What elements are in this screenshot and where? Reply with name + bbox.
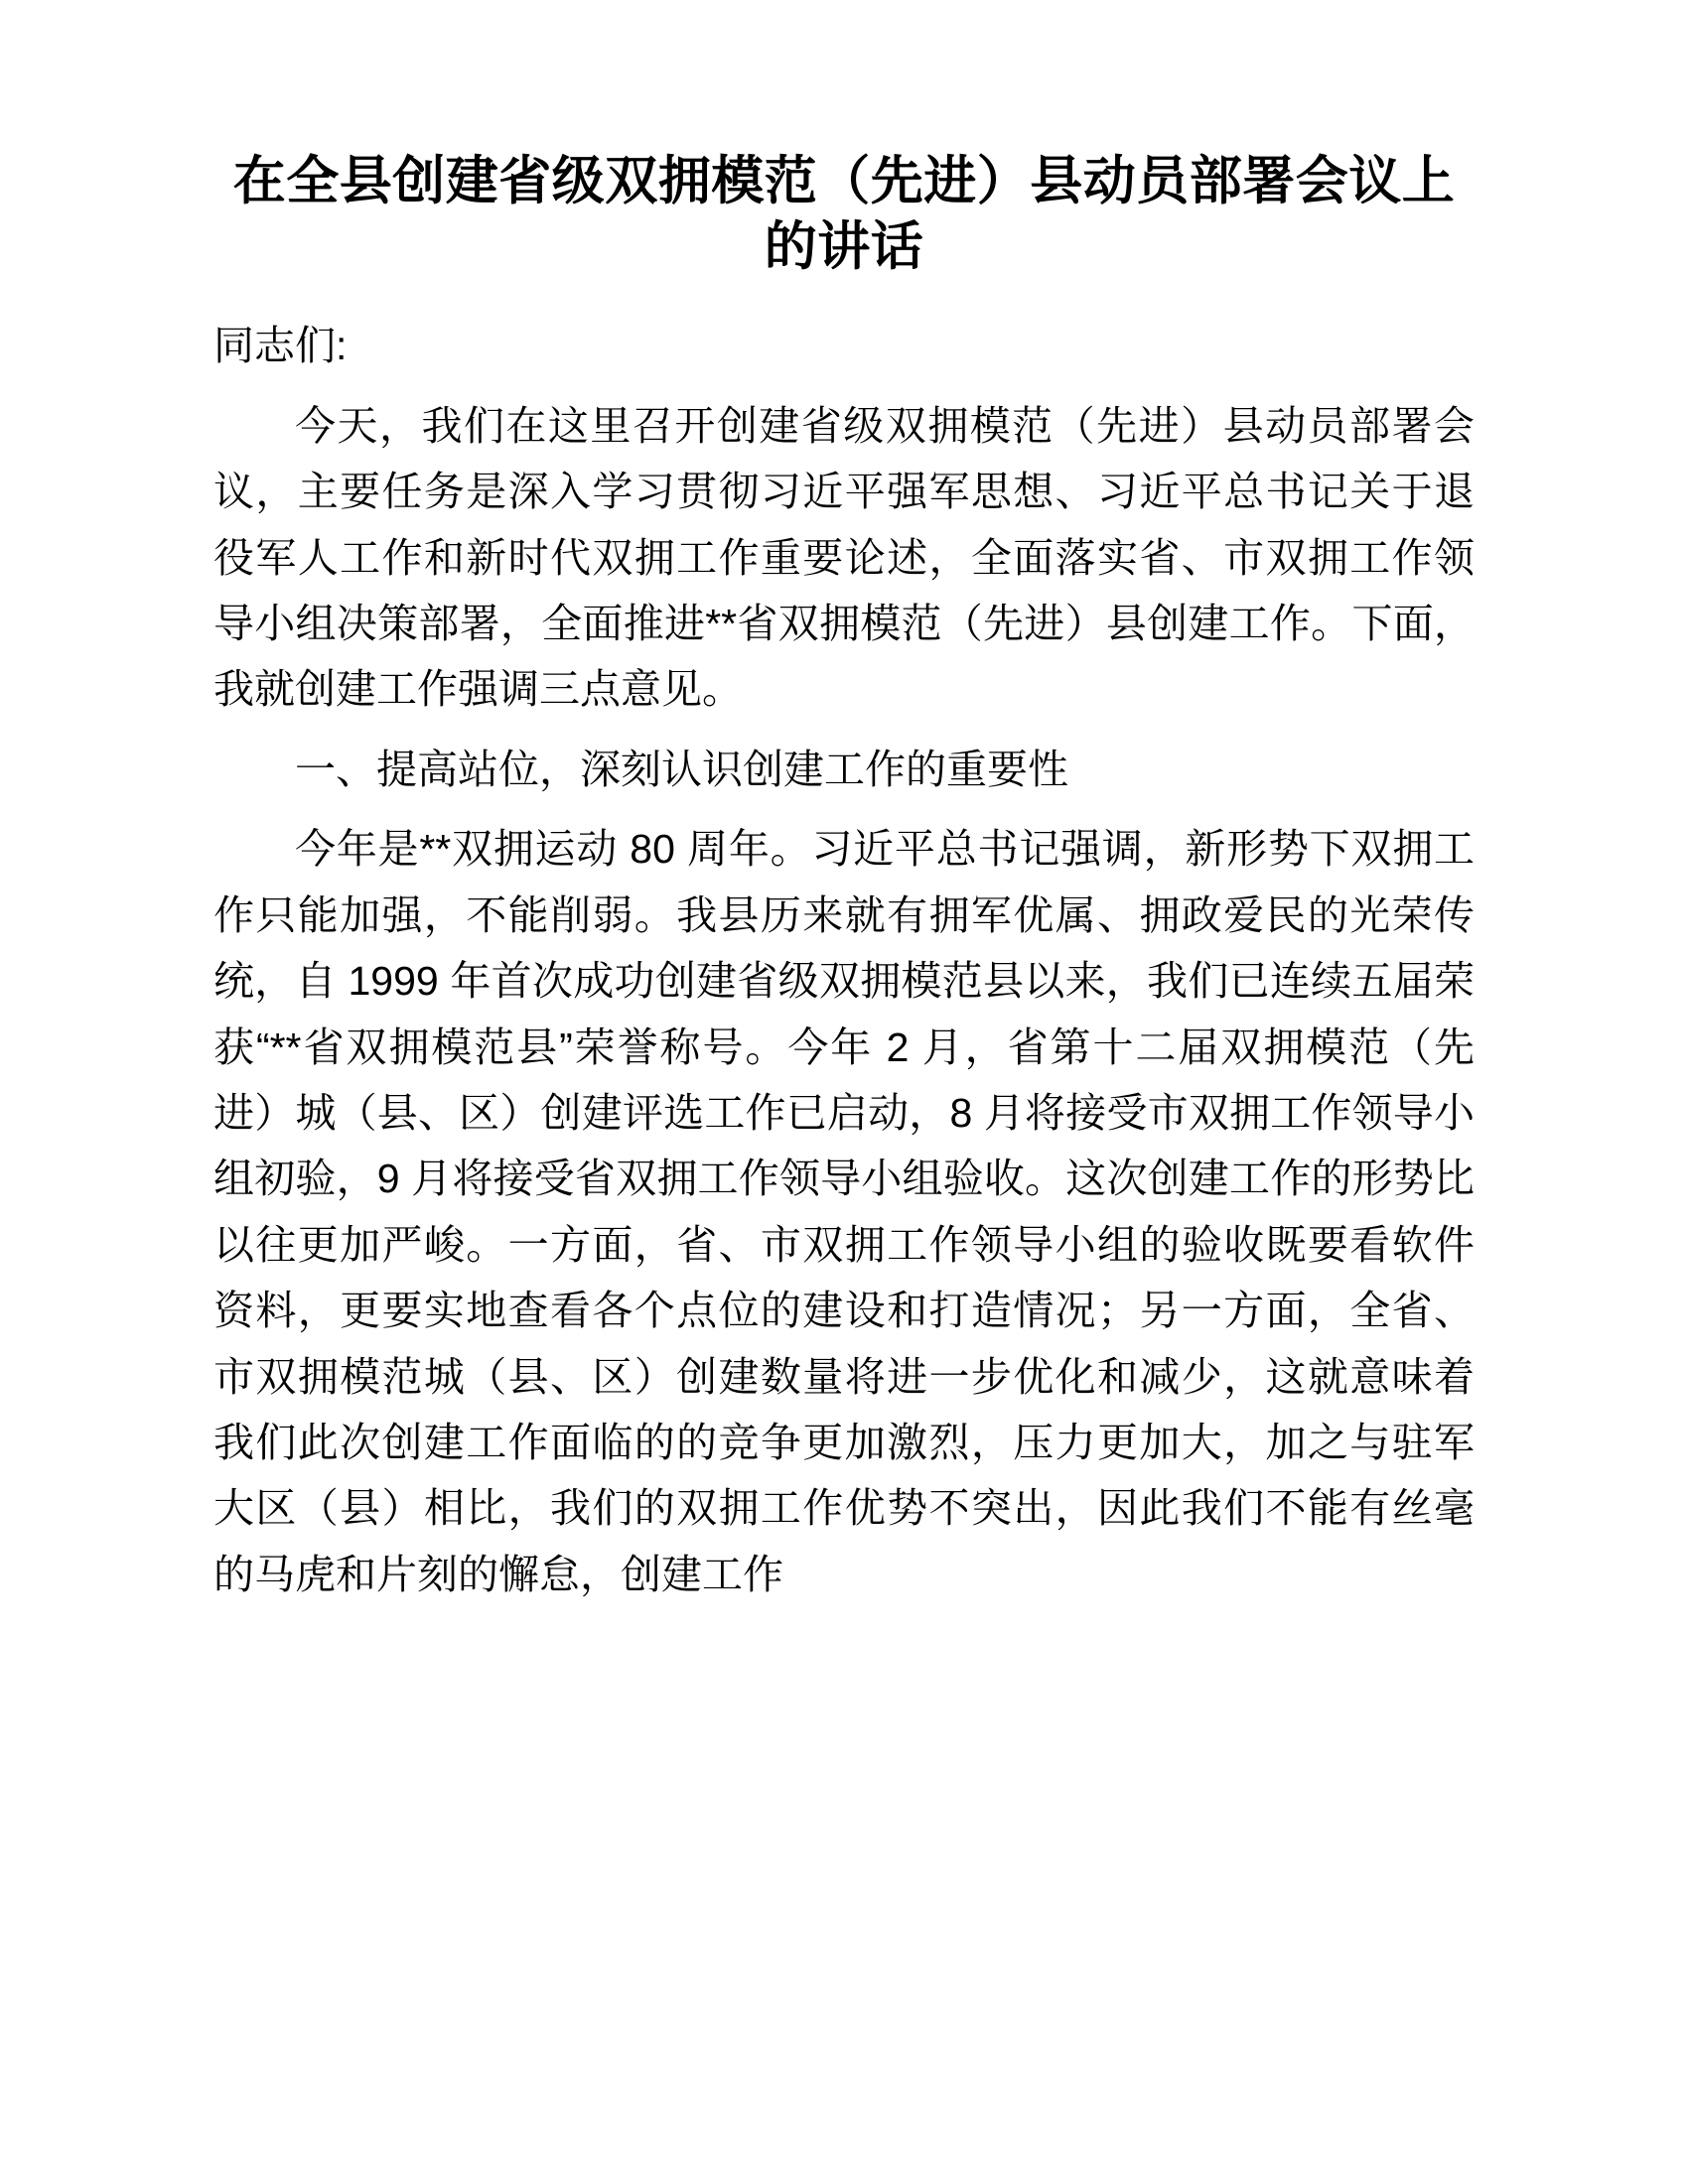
section-heading-one: 一、提高站位，深刻认识创建工作的重要性: [295, 746, 1068, 792]
salutation: 同志们:: [213, 323, 348, 369]
paragraph-intro: 今天，我们在这里召开创建省级双拥模范（先进）县动员部署会议，主要任务是深入学习贯彻习近平强军思想、习近平总书记关于退役军人工作和新时代双拥工作重要论述，全面落实省、市双拥工作领导小组决策部署，全面推进**省双拥模范（先进）县创建工作。下面，我就创建工作强调三点意见。: [213, 402, 1475, 713]
document-title: 在全县创建省级双拥模范（先进）县动员部署会议上的讲话: [232, 152, 1456, 276]
paragraph-section-one-body: 今年是**双拥运动 80 周年。习近平总书记强调，新形势下双拥工作只能加强，不能削弱。我县历来就有拥军优属、拥政爱民的光荣传统，自 1999 年首次成功创建省级双拥模范县以来，我们已连续五届荣获“**省双拥模范县”荣誉称号。今年 2 月，省第十二届双拥模范（先进）城（县、区）创建评选工作已启动，8 月将接受市双拥工作领导小组初验，9 月将接受省双拥工作领导小组验收。这次创建工作的形势比以往更加严峻。一方面，省、市双拥工作领导小组的验收既要看软件资料，更要实地查看各个点位的建设和打造情况；另一方面，全省、市双拥模范城（县、区）创建数量将进一步优化和减少，这就意味着我们此次创建工作面临的的竞争更加激烈，压力更加大，加之与驻军大区（县）相比，我们的双拥工作优势不突出，因此我们不能有丝毫的马虎和片刻的懈怠，创建工作: [213, 826, 1475, 1597]
